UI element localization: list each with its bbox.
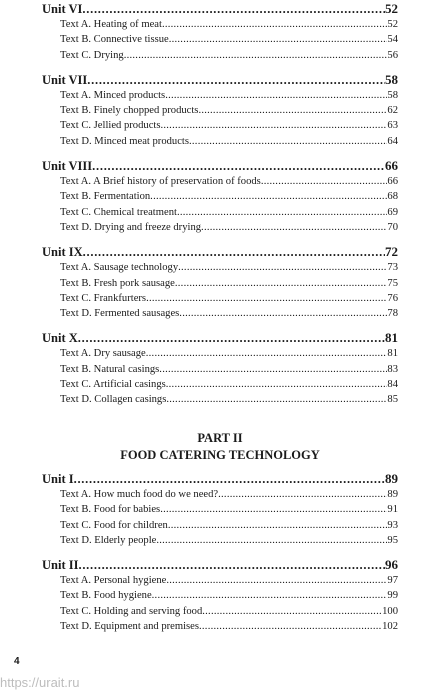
toc-text-title: Text C. Jellied products <box>60 120 161 132</box>
toc-text-page: 78 <box>387 308 398 320</box>
source-watermark: https://urait.ru <box>0 675 80 690</box>
dot-leader <box>92 158 385 174</box>
toc-unit-title: Unit IX <box>42 245 83 260</box>
toc-unit-page: 66 <box>385 158 398 174</box>
table-of-contents-part-2 <box>42 470 398 634</box>
toc-unit-page: 58 <box>385 71 398 87</box>
toc-text-title: Text C. Chemical treatment <box>60 206 177 218</box>
dot-leader <box>87 72 385 88</box>
toc-unit-entry[interactable] <box>42 71 398 88</box>
toc-unit-title: Unit X <box>42 331 78 346</box>
toc-text-title: Text A. A Brief history of preservation of foods <box>60 176 261 188</box>
toc-text-title: Text A. Sausage technology <box>60 262 179 274</box>
toc-unit-entry[interactable] <box>42 470 398 487</box>
toc-text-page: 89 <box>387 489 398 500</box>
toc-text-page: 52 <box>387 19 398 30</box>
dot-leader <box>177 205 387 220</box>
toc-text-page: 95 <box>387 534 398 546</box>
toc-text-title: Text A. Minced products <box>60 89 166 101</box>
dot-leader <box>82 1 385 17</box>
dot-leader <box>178 260 387 275</box>
dot-leader <box>160 118 387 133</box>
toc-text-entry[interactable] <box>42 487 398 502</box>
toc-text-title: Text B. Finely chopped products <box>60 105 199 117</box>
toc-text-entry[interactable] <box>42 362 398 377</box>
dot-leader <box>150 189 387 204</box>
toc-text-page: 70 <box>387 221 398 233</box>
toc-text-entry[interactable] <box>42 205 398 220</box>
part-subtitle: FOOD CATERING TECHNOLOGY <box>120 448 320 462</box>
toc-unit-title: Unit VIII <box>42 159 93 174</box>
table-of-contents-part-1 <box>42 0 398 408</box>
dot-leader <box>189 134 387 149</box>
toc-text-entry[interactable] <box>42 346 398 361</box>
toc-text-entry[interactable] <box>42 291 398 306</box>
toc-text-entry[interactable] <box>42 619 398 634</box>
dot-leader <box>199 619 382 634</box>
toc-text-entry[interactable] <box>42 32 398 47</box>
toc-text-title: Text C. Food for children <box>60 519 168 531</box>
toc-unit-page: 52 <box>385 1 398 16</box>
toc-text-page: 58 <box>387 89 398 101</box>
dot-leader <box>78 330 385 346</box>
toc-text-page: 83 <box>387 363 398 375</box>
toc-text-entry[interactable] <box>42 134 398 149</box>
toc-text-page: 97 <box>387 575 398 587</box>
toc-text-entry[interactable] <box>42 306 398 321</box>
toc-unit-title: Unit I <box>42 472 74 486</box>
toc-text-page: 54 <box>387 34 398 46</box>
toc-text-title: Text B. Fresh pork sausage <box>60 277 175 289</box>
dot-leader <box>83 244 385 260</box>
toc-text-title: Text C. Frankfurters <box>60 292 147 304</box>
toc-unit-page: 81 <box>385 330 398 346</box>
dot-leader <box>175 276 388 291</box>
toc-text-entry[interactable] <box>42 260 398 275</box>
part-title: PART II <box>197 431 243 445</box>
toc-text-page: 66 <box>387 176 398 188</box>
dot-leader <box>198 103 387 118</box>
toc-unit-page: 72 <box>385 244 398 260</box>
toc-text-entry[interactable] <box>42 17 398 32</box>
dot-leader <box>146 291 387 306</box>
toc-text-page: 62 <box>387 105 398 117</box>
toc-text-title: Text A. Heating of meat <box>60 19 162 30</box>
dot-leader <box>160 502 387 517</box>
dot-leader <box>74 471 385 487</box>
page-number: 4 <box>14 656 20 667</box>
toc-text-title: Text B. Connective tissue <box>60 34 169 46</box>
toc-unit-page: 89 <box>385 471 398 486</box>
dot-leader <box>166 573 387 588</box>
toc-text-title: Text D. Drying and freeze drying <box>60 221 202 233</box>
toc-text-entry[interactable] <box>42 533 398 548</box>
dot-leader <box>201 220 387 235</box>
toc-text-entry[interactable] <box>42 189 398 204</box>
toc-text-entry[interactable] <box>42 518 398 533</box>
dot-leader <box>165 88 387 103</box>
toc-text-page: 91 <box>387 504 398 516</box>
toc-unit-entry[interactable] <box>42 157 398 174</box>
toc-text-entry[interactable] <box>42 174 398 189</box>
dot-leader <box>124 48 388 63</box>
toc-text-entry[interactable] <box>42 392 398 407</box>
toc-text-entry[interactable] <box>42 573 398 588</box>
toc-text-entry[interactable] <box>42 588 398 603</box>
toc-text-page: 81 <box>387 348 398 360</box>
dot-leader <box>169 32 388 47</box>
toc-text-title: Text B. Food for babies <box>60 504 161 516</box>
toc-text-entry[interactable] <box>42 48 398 63</box>
toc-text-entry[interactable] <box>42 103 398 118</box>
toc-text-title: Text D. Collagen casings <box>60 394 167 406</box>
dot-leader <box>146 346 388 361</box>
toc-text-page: 76 <box>387 292 398 304</box>
dot-leader <box>159 362 387 377</box>
dot-leader <box>179 306 387 321</box>
toc-unit-entry[interactable] <box>42 329 398 346</box>
toc-text-page: 102 <box>382 621 398 633</box>
toc-text-page: 63 <box>387 120 398 132</box>
toc-text-entry[interactable] <box>42 276 398 291</box>
toc-text-title: Text B. Food hygiene <box>60 590 152 602</box>
dot-leader <box>218 487 387 502</box>
toc-unit-title: Unit II <box>42 558 79 573</box>
toc-text-title: Text C. Artificial casings <box>60 379 166 391</box>
dot-leader <box>152 588 388 603</box>
dot-leader <box>166 377 388 392</box>
toc-text-entry[interactable] <box>42 88 398 103</box>
dot-leader <box>168 518 388 533</box>
toc-unit-title: Unit VI <box>42 2 83 16</box>
toc-unit-page: 96 <box>385 557 398 573</box>
toc-unit-entry[interactable] <box>42 0 398 17</box>
toc-text-page: 85 <box>387 394 398 406</box>
dot-leader <box>202 604 382 619</box>
toc-text-page: 68 <box>387 191 398 203</box>
toc-text-entry[interactable] <box>42 220 398 235</box>
toc-text-title: Text D. Minced meat products <box>60 135 189 147</box>
toc-text-page: 84 <box>387 379 398 391</box>
toc-text-entry[interactable] <box>42 502 398 517</box>
toc-text-title: Text A. Dry sausage <box>60 348 146 360</box>
toc-text-entry[interactable] <box>42 604 398 619</box>
dot-leader <box>261 174 388 189</box>
toc-unit-title: Unit VII <box>42 72 88 87</box>
toc-text-title: Text D. Fermented sausages <box>60 308 180 320</box>
toc-text-title: Text C. Holding and serving food <box>60 605 203 617</box>
toc-text-page: 56 <box>387 49 398 61</box>
toc-text-entry[interactable] <box>42 118 398 133</box>
toc-text-title: Text A. Personal hygiene <box>60 575 167 587</box>
toc-unit-entry[interactable] <box>42 556 398 573</box>
toc-text-page: 64 <box>387 135 398 147</box>
toc-text-title: Text D. Elderly people <box>60 534 157 546</box>
toc-text-title: Text D. Equipment and premises <box>60 621 200 633</box>
toc-text-title: Text B. Fermentation <box>60 191 151 203</box>
toc-text-title: Text A. How much food do we need? <box>60 489 219 500</box>
toc-text-title: Text C. Drying <box>60 49 124 61</box>
toc-unit-entry[interactable] <box>42 243 398 260</box>
toc-text-page: 99 <box>387 590 398 602</box>
toc-text-page: 93 <box>387 519 398 531</box>
toc-text-title: Text B. Natural casings <box>60 363 160 375</box>
toc-text-page: 75 <box>387 277 398 289</box>
dot-leader <box>162 17 387 32</box>
toc-text-page: 69 <box>387 206 398 218</box>
toc-text-page: 73 <box>387 262 398 274</box>
dot-leader <box>156 533 387 548</box>
toc-text-page: 100 <box>382 605 398 617</box>
toc-text-entry[interactable] <box>42 377 398 392</box>
dot-leader <box>78 557 385 573</box>
dot-leader <box>166 392 387 407</box>
